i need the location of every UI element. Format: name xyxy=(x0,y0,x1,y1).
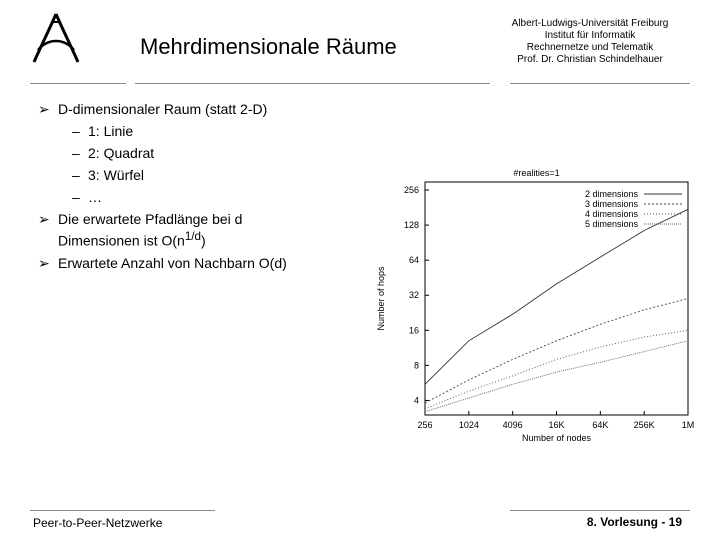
institution-block xyxy=(490,18,690,66)
bullet-text: Erwartete Anzahl von Nachbarn O(d) xyxy=(58,254,287,271)
x-tick-label: 1M xyxy=(681,420,695,430)
bullet-item xyxy=(38,98,368,120)
sub-item: – 3: Würfel xyxy=(72,167,145,183)
x-tick-label: 256 xyxy=(417,420,433,430)
chart-title: #realities=1 xyxy=(513,168,560,178)
footer-course: Peer-to-Peer-Netzwerke xyxy=(33,516,163,530)
arrow-bullet-icon: ➢ xyxy=(38,254,50,271)
institution-line: Albert-Ludwigs-Universität Freiburg xyxy=(511,18,669,29)
sub-item-text: 3: Würfel xyxy=(88,167,145,183)
y-tick-label: 128 xyxy=(403,220,419,231)
header-divider xyxy=(30,83,126,84)
x-tick-label: 64K xyxy=(592,420,609,430)
bullet-text: Dimensionen ist O(n xyxy=(58,232,185,249)
sub-item: – … xyxy=(72,189,102,205)
x-tick-label: 1024 xyxy=(458,420,479,430)
bullet-text: ) xyxy=(201,232,206,249)
university-logo-icon xyxy=(28,10,84,66)
slide-content xyxy=(38,98,368,274)
x-axis-label: Number of nodes xyxy=(521,433,592,443)
hops-vs-nodes-chart xyxy=(370,160,700,450)
page-title: Mehrdimensionale Räume xyxy=(140,34,397,59)
x-tick-label: 256K xyxy=(633,420,655,430)
institution-line: Prof. Dr. Christian Schindelhauer xyxy=(517,54,663,65)
x-tick-label: 16K xyxy=(548,420,565,430)
exponent: 1/d xyxy=(184,230,202,243)
bullet-item xyxy=(38,208,368,230)
plot-frame xyxy=(425,182,688,415)
y-axis-label: Number of hops xyxy=(376,266,386,331)
y-tick-label: 64 xyxy=(408,255,419,266)
header-divider xyxy=(510,83,690,84)
institution-line: Rechnernetze und Telematik xyxy=(526,42,654,53)
institution-line: Institut für Informatik xyxy=(544,30,636,41)
arrow-bullet-icon: ➢ xyxy=(38,101,50,117)
legend-entry: 2 dimensions xyxy=(584,189,638,199)
bullet-text: D-dimensionaler Raum (statt 2-D) xyxy=(58,101,268,117)
legend-entry: 5 dimensions xyxy=(584,219,638,229)
y-tick-label: 32 xyxy=(408,290,419,301)
footer-page-number: 8. Vorlesung - 19 xyxy=(586,515,682,529)
y-tick-label: 8 xyxy=(413,360,419,371)
legend-entry: 3 dimensions xyxy=(584,199,638,209)
legend-entry: 4 dimensions xyxy=(584,209,638,219)
arrow-bullet-icon: ➢ xyxy=(38,211,50,227)
bullet-text: Die erwartete Pfadlänge bei d xyxy=(58,211,243,227)
y-tick-label: 16 xyxy=(408,325,419,336)
y-tick-label: 4 xyxy=(413,395,419,406)
header-divider xyxy=(135,83,490,84)
sub-item: – 1: Linie xyxy=(72,123,134,139)
sub-item-text: 1: Linie xyxy=(88,123,134,139)
footer-divider xyxy=(510,510,690,511)
sub-item-text: 2: Quadrat xyxy=(88,145,155,161)
footer-divider xyxy=(30,510,215,511)
sub-item: – 2: Quadrat xyxy=(72,145,155,161)
y-tick-label: 256 xyxy=(403,185,419,196)
sub-item-text: … xyxy=(88,189,102,205)
bullet-item xyxy=(38,252,368,274)
x-tick-label: 4096 xyxy=(502,420,523,430)
